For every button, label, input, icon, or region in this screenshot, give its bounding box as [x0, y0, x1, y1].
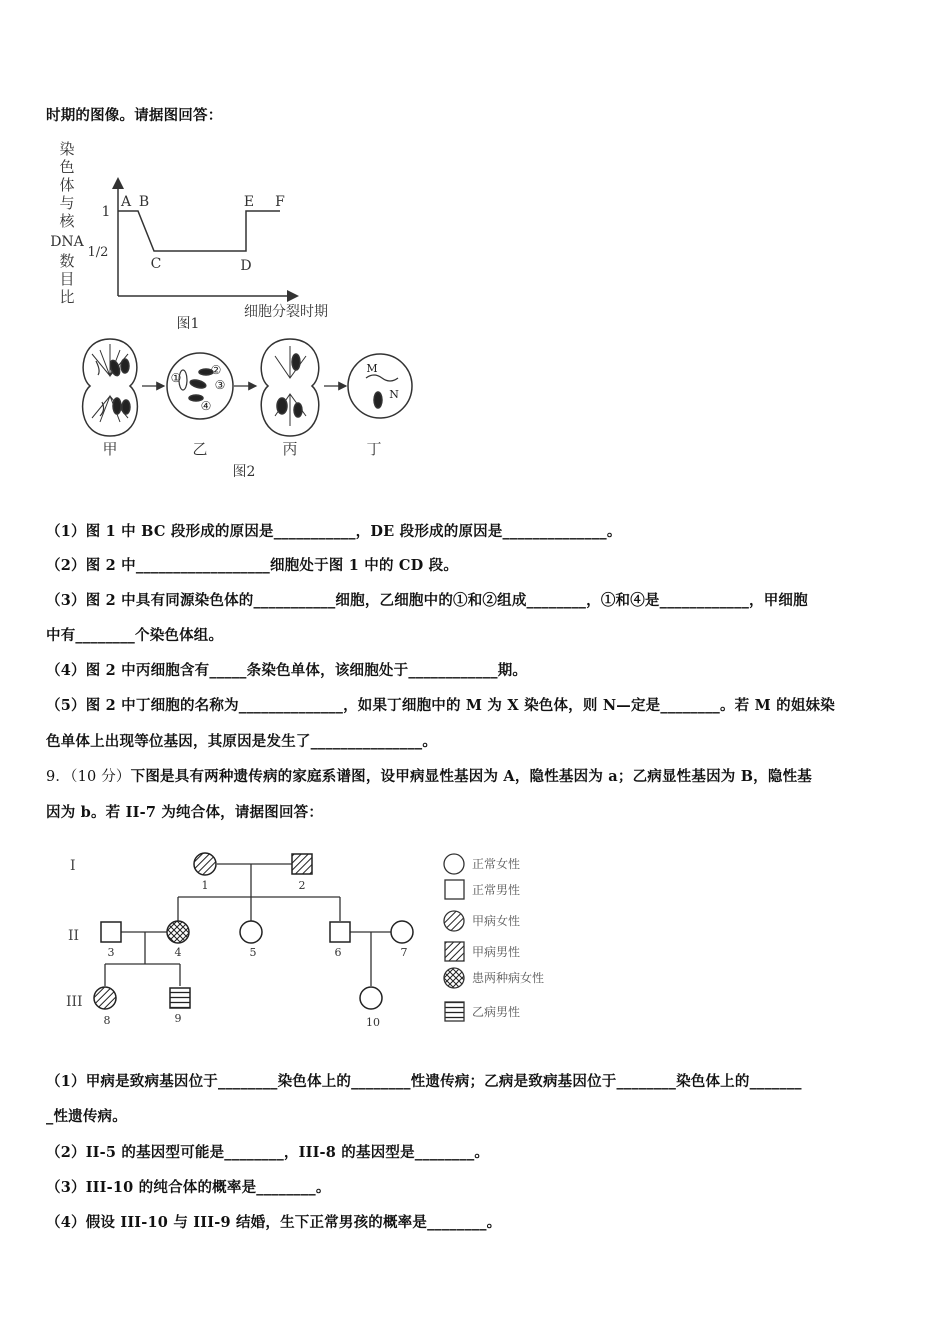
legend-normal-female: 正常女性 [472, 857, 521, 871]
y-label-char: DNA [50, 234, 84, 250]
y-label-char: 比 [59, 288, 75, 306]
cell-bing [261, 339, 319, 436]
cell-label-yi: 乙 [192, 440, 208, 458]
figure-1-caption: 图1 [176, 316, 200, 332]
q8-line-1: （1）图 1 中 BC 段形成的原因是___________，DE 段形成的原因是______________。 [46, 523, 622, 540]
ratio-line [118, 211, 280, 251]
q8-line-5: （4）图 2 中丙细胞含有_____条染色单体，该细胞处于____________期。 [46, 662, 528, 679]
figure-2-cells [70, 336, 420, 486]
q8-line-3: （3）图 2 中具有同源染色体的___________细胞，乙细胞中的①和②组成________，①和④是____________，甲细胞 [46, 592, 808, 609]
id-7: 7 [400, 946, 408, 959]
figure-2-caption: 图2 [232, 464, 256, 480]
point-C: C [150, 256, 162, 272]
point-E: E [243, 194, 255, 210]
q9-number: 9．（10 分） [46, 769, 131, 785]
q9-line-1 [46, 765, 812, 786]
y-label-char: 色 [59, 158, 75, 176]
q9-sub-4: （4）假设 III-10 与 III-9 结婚，生下正常男孩的概率是________。 [46, 1214, 502, 1231]
individual-II-3 [101, 922, 121, 942]
individual-III-8 [94, 987, 116, 1009]
x-axis-label: 细胞分裂时期 [244, 304, 328, 320]
y-label-char: 与 [59, 194, 75, 212]
legend-jia-male: 甲病男性 [472, 945, 521, 959]
q9-stem-1: 下图是具有两种遗传病的家庭系谱图，设甲病显性基因为 A，隐性基因为 a；乙病显性基因为 B，隐性基 [130, 768, 812, 785]
y-label-char: 核 [59, 212, 75, 230]
mark-2: ② [210, 363, 222, 377]
pedigree-chart [60, 840, 600, 1040]
pedigree-legend [444, 854, 544, 1021]
individual-II-7 [391, 921, 413, 943]
id-8: 8 [103, 1014, 111, 1027]
y-label-char: 目 [59, 270, 75, 288]
legend-both-female: 患两种病女性 [472, 971, 545, 985]
cell-jia [83, 339, 138, 436]
individual-II-6 [330, 922, 350, 942]
point-F: F [275, 194, 285, 210]
point-D: D [240, 258, 252, 274]
cell-label-jia: 甲 [102, 440, 118, 458]
legend-jia-female: 甲病女性 [472, 914, 521, 928]
cell-label-ding: 丁 [366, 440, 382, 458]
id-1: 1 [201, 879, 209, 892]
n-label: N [389, 388, 399, 401]
mark-1: ① [170, 371, 182, 385]
mark-3: ③ [214, 378, 226, 392]
gen-label-I: I [70, 858, 76, 874]
intro-text: 时期的图像。请据图回答： [46, 107, 223, 124]
q9-line-2: 因为 b。若 II-7 为纯合体，请据图回答： [46, 804, 324, 821]
individual-I-1 [194, 853, 216, 875]
tick-1: 1 [101, 204, 111, 220]
id-5: 5 [249, 946, 257, 959]
point-B: B [138, 194, 150, 210]
id-6: 6 [334, 946, 342, 959]
q9-sub-1-cont: _性遗传病。 [46, 1108, 127, 1125]
q8-line-6: （5）图 2 中丁细胞的名称为______________，如果丁细胞中的 M 为 X 染色体，则 N—定是________。若 M 的姐妹染 [46, 697, 835, 714]
individual-II-5 [240, 921, 262, 943]
legend-yi-male: 乙病男性 [472, 1005, 521, 1019]
id-9: 9 [174, 1012, 182, 1025]
q8-line-2: （2）图 2 中__________________细胞处于图 1 中的 CD 段。 [46, 557, 459, 574]
y-label-char: 染 [59, 140, 75, 158]
point-A: A [120, 194, 132, 210]
id-2: 2 [298, 879, 306, 892]
figure-1-graph [46, 138, 366, 338]
gen-label-II: II [68, 928, 80, 944]
mark-4: ④ [200, 399, 212, 413]
q9-sub-2: （2）II-5 的基因型可能是________，III-8 的基因型是________。 [46, 1144, 490, 1161]
q9-sub-1: （1）甲病是致病基因位于________染色体上的________性遗传病；乙病是致病基因位于________染色体上的_______ [46, 1073, 802, 1090]
gen-label-III: III [66, 994, 83, 1010]
q8-line-4: 中有________个染色体组。 [46, 627, 224, 644]
m-label: M [366, 362, 378, 375]
id-10: 10 [366, 1016, 380, 1029]
q9-sub-3: （3）III-10 的纯合体的概率是________。 [46, 1179, 331, 1196]
individual-II-4 [167, 921, 189, 943]
id-4: 4 [174, 946, 182, 959]
cell-label-bing: 丙 [282, 440, 298, 458]
y-label-char: 数 [59, 252, 75, 270]
individual-III-9 [170, 988, 190, 1008]
individual-III-10 [360, 987, 382, 1009]
tick-half: 1/2 [87, 245, 109, 260]
cell-ding [348, 354, 412, 418]
individual-I-2 [292, 854, 312, 874]
y-label-char: 体 [59, 176, 75, 194]
legend-normal-male: 正常男性 [472, 883, 521, 897]
q8-line-7: 色单体上出现等位基因，其原因是发生了_______________。 [46, 733, 438, 750]
id-3: 3 [107, 946, 115, 959]
